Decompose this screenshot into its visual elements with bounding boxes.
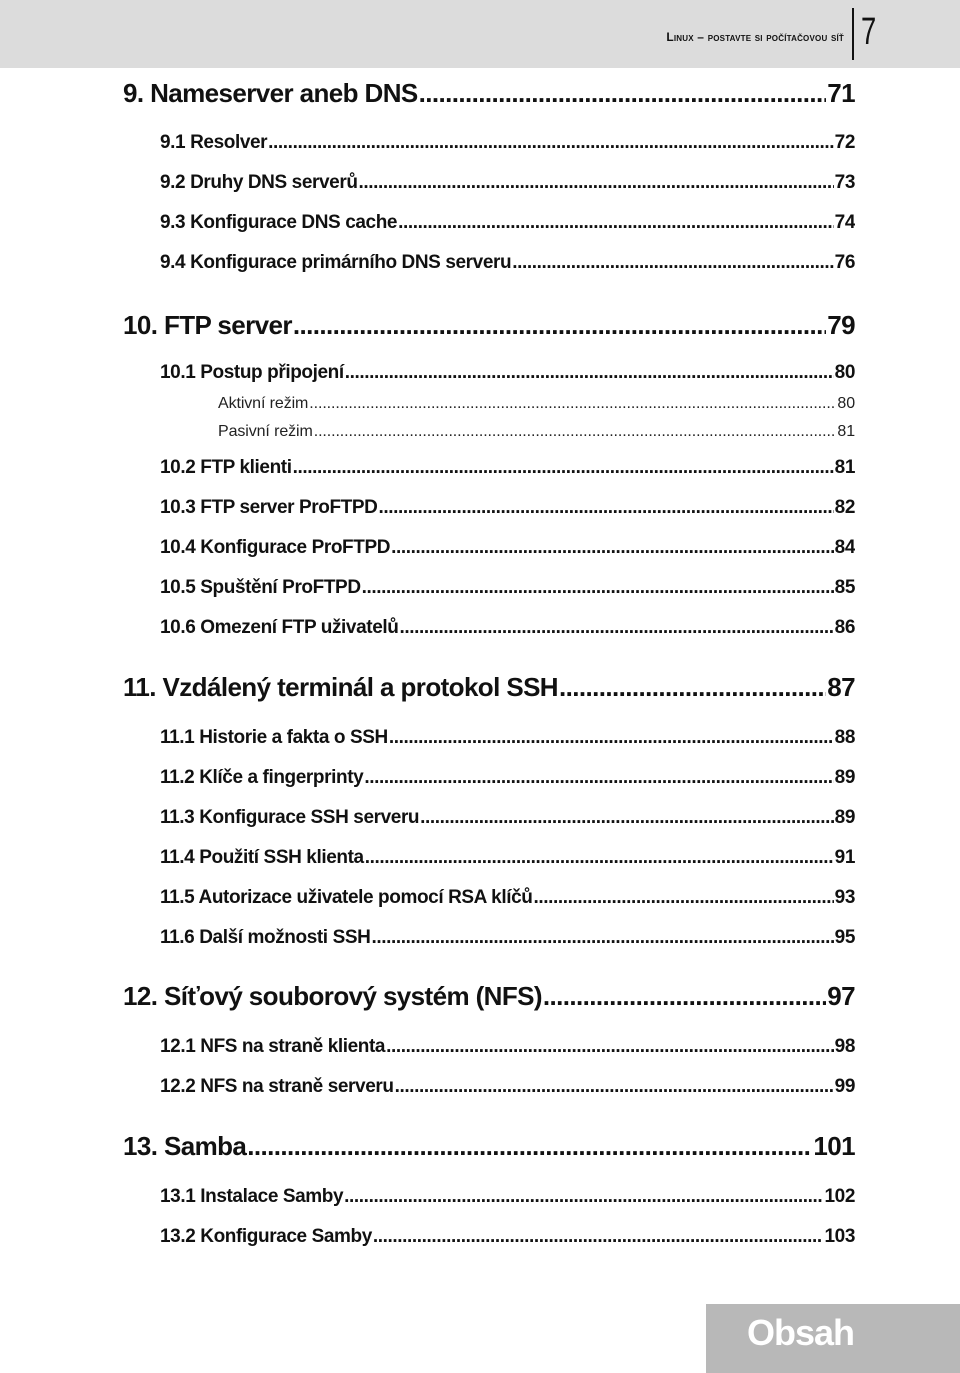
toc-leader-dots [543, 981, 826, 1012]
toc-entry-page: 73 [834, 172, 855, 193]
toc-entry-page: 81 [834, 457, 855, 478]
toc-entry [160, 362, 855, 388]
toc-entry-title: 11.5 Autorizace uživatele pomocí RSA klíčů [160, 887, 533, 908]
toc-leader-dots [399, 617, 833, 639]
toc-leader-dots [373, 1226, 824, 1248]
toc-entry [160, 212, 855, 238]
toc-entry-page: 86 [834, 617, 855, 638]
toc-entry [160, 497, 855, 523]
toc-entry-title: 10.5 Spuštění ProFTPD [160, 577, 361, 598]
toc-entry-title: 11.1 Historie a fakta o SSH [160, 727, 388, 748]
toc-entry-page: 81 [837, 423, 855, 440]
toc-entry-title: 10.6 Omezení FTP uživatelů [160, 617, 399, 638]
toc-leader-dots [379, 497, 834, 519]
toc-leader-dots [293, 310, 826, 341]
toc-leader-dots [398, 212, 834, 234]
toc-entry-title: 12.2 NFS na straně serveru [160, 1076, 394, 1097]
toc-entry-title: 10.1 Postup připojení [160, 362, 344, 383]
toc-entry [160, 727, 855, 753]
toc-entry [160, 807, 855, 833]
toc-entry-title: Pasivní režim [218, 423, 313, 440]
toc-leader-dots [268, 132, 833, 154]
toc-entry-page: 84 [834, 537, 855, 558]
toc-leader-dots [309, 395, 836, 413]
toc-entry-page: 103 [824, 1226, 855, 1247]
toc-entry [160, 252, 855, 278]
header-divider [852, 8, 854, 60]
toc-entry [160, 767, 855, 793]
toc-entry-page: 97 [827, 981, 855, 1011]
toc-entry-page: 82 [834, 497, 855, 518]
toc-entry [160, 537, 855, 563]
toc-entry [218, 395, 855, 417]
toc-leader-dots [395, 1076, 834, 1098]
toc-leader-dots [359, 172, 834, 194]
toc-entry [160, 1076, 855, 1102]
toc-entry-page: 89 [834, 767, 855, 788]
toc-entry-title: 9.2 Druhy DNS serverů [160, 172, 358, 193]
toc-entry-title: 9.3 Konfigurace DNS cache [160, 212, 398, 233]
toc-entry [160, 1036, 855, 1062]
toc-leader-dots [314, 423, 837, 441]
toc-entry-page: 85 [834, 577, 855, 598]
toc-entry-title: 9. Nameserver aneb DNS [123, 78, 418, 108]
toc-entry-page: 91 [834, 847, 855, 868]
toc-leader-dots [293, 457, 834, 479]
toc-entry [160, 172, 855, 198]
toc-entry-title: 9.1 Resolver [160, 132, 268, 153]
toc-entry-page: 102 [824, 1186, 855, 1207]
toc-entry-page: 98 [834, 1036, 855, 1057]
toc-entry-page: 80 [834, 362, 855, 383]
toc-entry-title: 11.3 Konfigurace SSH serveru [160, 807, 420, 828]
toc-entry-page: 95 [834, 927, 855, 948]
toc-leader-dots [364, 767, 833, 789]
toc-entry-page: 80 [837, 395, 855, 412]
toc-entry [123, 981, 855, 1015]
toc-entry-title: 9.4 Konfigurace primárního DNS serveru [160, 252, 512, 273]
toc-entry [123, 310, 855, 344]
toc-entry [160, 457, 855, 483]
toc-entry-title: 10. FTP server [123, 310, 292, 340]
toc-entry-page: 99 [834, 1076, 855, 1097]
toc-leader-dots [345, 362, 834, 384]
toc-entry [160, 847, 855, 873]
toc-leader-dots [419, 78, 827, 109]
toc-entry-title: 10.2 FTP klienti [160, 457, 292, 478]
toc-entry [160, 887, 855, 913]
toc-entry-title: 13.2 Konfigurace Samby [160, 1226, 372, 1247]
toc-leader-dots [344, 1186, 823, 1208]
toc-leader-dots [362, 577, 834, 599]
toc-entry-page: 74 [834, 212, 855, 233]
toc-entry-title: 12.1 NFS na straně klienta [160, 1036, 386, 1057]
toc-entry [160, 927, 855, 953]
toc-entry-title: 12. Síťový souborový systém (NFS) [123, 981, 542, 1011]
toc-leader-dots [391, 537, 834, 559]
toc-entry-title: 11.6 Další možnosti SSH [160, 927, 371, 948]
running-head: Linux – postavte si počítačovou síť [666, 30, 844, 44]
toc-entry-title: Aktivní režim [218, 395, 309, 412]
toc-entry [160, 577, 855, 603]
toc-entry-page: 79 [827, 310, 855, 340]
toc-entry-title: 11. Vzdálený terminál a protokol SSH [123, 672, 558, 702]
toc-entry [160, 617, 855, 643]
toc-entry-title: 11.4 Použití SSH klienta [160, 847, 364, 868]
toc-entry-page: 89 [834, 807, 855, 828]
toc-entry [160, 1186, 855, 1212]
toc-entry-page: 76 [834, 252, 855, 273]
toc-entry [160, 1226, 855, 1252]
toc-entry-title: 11.2 Klíče a fingerprinty [160, 767, 364, 788]
toc-entry [123, 1131, 855, 1165]
toc-leader-dots [533, 887, 833, 909]
section-label: Obsah [746, 1312, 854, 1353]
toc-entry-page: 87 [827, 672, 855, 702]
toc-leader-dots [371, 927, 833, 949]
page-number: 7 [861, 11, 877, 53]
toc-entry-title: 10.3 FTP server ProFTPD [160, 497, 378, 518]
toc-entry-page: 101 [813, 1131, 855, 1161]
toc-leader-dots [420, 807, 834, 829]
toc-entry [218, 423, 855, 445]
toc-entry-page: 72 [834, 132, 855, 153]
toc-leader-dots [389, 727, 834, 749]
toc-entry-title: 13. Samba [123, 1131, 247, 1161]
toc-entry-page: 93 [834, 887, 855, 908]
toc-entry-page: 71 [827, 78, 855, 108]
toc-entry-title: 13.1 Instalace Samby [160, 1186, 344, 1207]
toc-entry-title: 10.4 Konfigurace ProFTPD [160, 537, 391, 558]
toc-leader-dots [247, 1131, 812, 1162]
toc-leader-dots [512, 252, 833, 274]
toc-entry [123, 672, 855, 706]
toc-entry [123, 78, 855, 112]
toc-leader-dots [386, 1036, 834, 1058]
toc-entry [160, 132, 855, 158]
toc-entry-page: 88 [834, 727, 855, 748]
toc-leader-dots [365, 847, 834, 869]
toc-leader-dots [559, 672, 826, 703]
